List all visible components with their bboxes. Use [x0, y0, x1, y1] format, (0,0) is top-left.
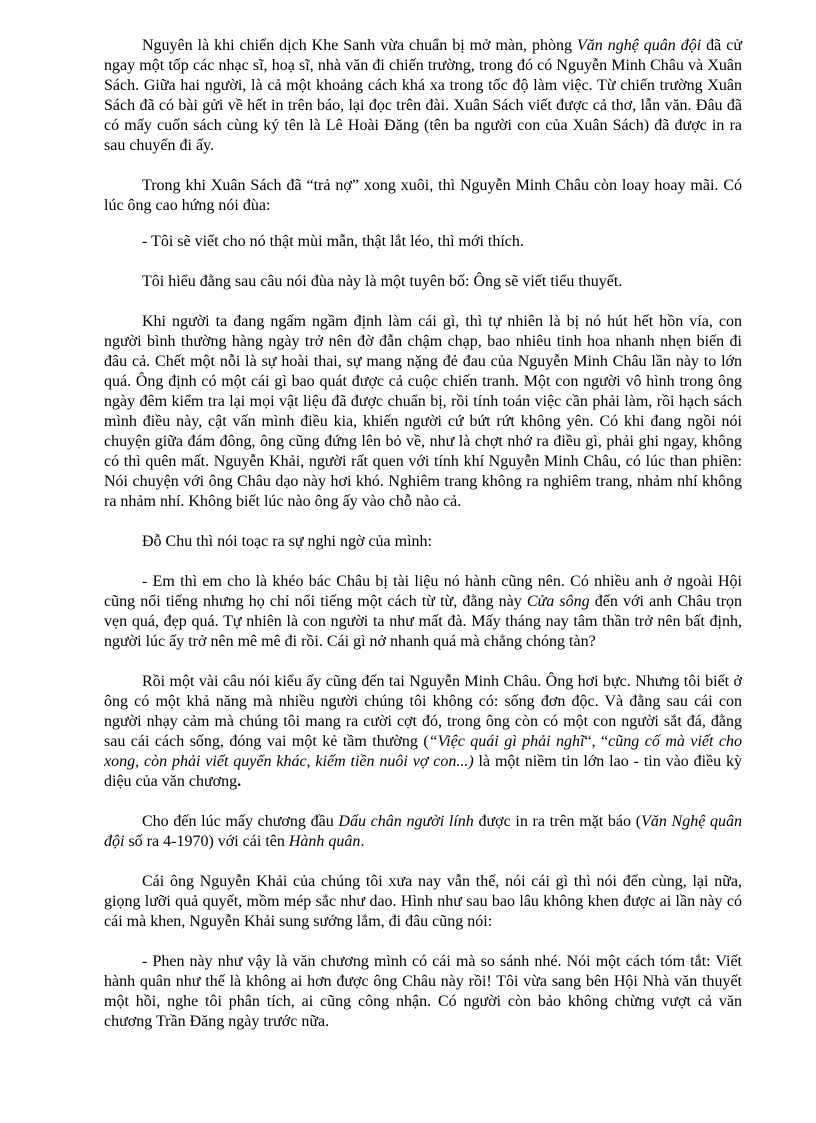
text-segment: là một niềm tin lớn lao - tin vào điều kỳ diệu của văn chương: [104, 753, 743, 790]
text-segment: Cái ông Nguyễn Khải của chúng tôi xưa nay vẫn thế, nói cái gì thì nói đến cùng, lại nữa, giọng lưỡi quả quyết, mồm mép sắc như dao. Hình như sau bao lâu không khen được ai lần này có cái mà khen, Nguyễn Khải sung sướng lắm, đi đâu cũng nói:: [104, 873, 742, 930]
text-segment: “, “: [584, 733, 609, 750]
paragraph-6: [104, 532, 742, 552]
text-segment: Trong khi Xuân Sách đã “trả nợ” xong xuôi, thì Nguyễn Minh Châu còn loay hoay mãi. Có lúc ông cao hứng nói đùa:: [104, 177, 742, 214]
text-segment: Văn nghệ quân đội: [576, 37, 702, 54]
paragraph-7: [104, 572, 742, 652]
text-segment: Cửa sông: [526, 593, 590, 610]
paragraph-11: [104, 952, 742, 1032]
text-segment: Đỗ Chu thì nói toạc ra sự nghi ngờ của mình:: [142, 533, 432, 550]
text-segment: đến với anh Châu trọn vẹn quá, đẹp quá. Tự nhiên là con người ta như mất đà. Mấy tháng nay tâm thần trở nên bất định, người lúc ấy trở nên mê mê đi rồi. Cái gì nở nhanh quá mà chẳng chóng tàn?: [104, 593, 743, 650]
text-segment: Khi người ta đang ngấm ngầm định làm cái gì, thì tự nhiên là bị nó hút hết hồn vía, con người bình thường hàng ngày trở nên đờ đẫn chậm chạp, bao nhiêu tinh hoa nhanh nhẹn biến đi đâu cả. Chết một nỗi là sự hoài thai, sự mang nặng đẻ đau của Nguyễn Minh Châu lần này to lớn quá. Ông định có một cái gì bao quát được cả cuộc chiến tranh. Một con người vô hình trong ông ngày đêm kiểm tra lại mọi vật liệu đã được chuẩn bị, rồi tính toán việc cần phải làm, rồi hạch sách mình điều này, cật vấn mình điều kia, khiến người cứ bứt rứt không yên. Có khi đang ngồi nói chuyện giữa đám đông, ông cũng đứng lên bỏ về, như là chợt nhớ ra điều gì, phải ghi ngay, không có thì quên mất. Nguyễn Khải, người rất quen với tính khí Nguyễn Minh Châu, có lúc than phiền: Nói chuyện với ông Châu dạo này hơi khó. Nghiêm trang không ra nghiêm trang, nhảm nhí không ra nhảm nhí. Không biết lúc nào ông ấy vào chỗ nào cả.: [104, 313, 742, 510]
text-segment: - Phen này như vậy là văn chương mình có cái mà so sánh nhé. Nói một cách tóm tắt: Viết hành quân như thế là không ai hơn được ông Châu này rồi! Tôi vừa sang bên Hội Nhà văn thuyết một hồi, nghe tôi phân tích, ai cũng công nhận. Có người còn bảo không chừng vượt cả văn chương Trần Đăng ngày trước nữa.: [104, 953, 742, 1030]
text-segment: Hành quân: [288, 833, 361, 850]
document-page: [104, 36, 742, 1032]
text-segment: được in ra trên mặt báo (: [473, 813, 642, 830]
paragraph-10: [104, 872, 742, 932]
text-segment: .: [360, 833, 365, 850]
text-segment: Văn Nghệ quân đội: [104, 813, 743, 850]
text-segment: - Tôi sẽ viết cho nó thật mùi mẫn, thật lắt léo, thì mới thích.: [142, 233, 524, 250]
text-segment: Tôi hiểu đằng sau câu nói đùa này là một tuyên bố: Ông sẽ viết tiểu thuyết.: [142, 273, 623, 290]
text-segment: cũng cố mà viết cho xong, còn phải viết quyển khác, kiếm tiền nuôi vợ con...): [104, 733, 743, 770]
text-segment: Cho đến lúc mấy chương đầu: [142, 813, 339, 830]
text-segment: .: [237, 773, 242, 790]
paragraph-5: [104, 312, 742, 512]
text-segment: - Em thì em cho là khéo bác Châu bị tài liệu nó hành cũng nên. Có nhiều anh ở ngoài Hội cũng nổi tiếng nhưng họ chỉ nổi tiếng một cách từ từ, đằng này: [104, 573, 742, 610]
paragraph-4: [104, 272, 742, 292]
paragraph-9: [104, 812, 742, 852]
paragraph-8: [104, 672, 742, 792]
paragraph-3: [104, 232, 742, 252]
text-segment: “Việc quái gì phải nghĩ: [428, 733, 585, 750]
text-segment: Dấu chân người lính: [338, 813, 474, 830]
paragraph-2: [104, 176, 742, 216]
paragraph-1: [104, 36, 742, 156]
text-segment: số ra 4-1970) với cái tên: [124, 833, 289, 850]
text-segment: đã cử ngay một tốp các nhạc sĩ, hoạ sĩ, nhà văn đi chiến trường, trong đó có Nguyễn Minh Châu và Xuân Sách. Giữa hai người, là cả một khoảng cách khá xa trong tốc độ làm việc. Từ chiến trường Xuân Sách đã có bài gửi về hết in trên báo, lại đọc trên đài. Xuân Sách viết được cả thơ, lẫn văn. Đâu đã có mấy cuốn sách cùng ký tên là Lê Hoài Đăng (tên ba người con của Xuân Sách) đã được in ra sau chuyến đi ấy.: [104, 37, 743, 154]
text-segment: Nguyên là khi chiến dịch Khe Sanh vừa chuẩn bị mở màn, phòng: [142, 37, 577, 54]
text-segment: Rồi một vài câu nói kiểu ấy cũng đến tai Nguyễn Minh Châu. Ông hơi bực. Nhưng tôi biết ở ông có một khả năng mà nhiều người chúng tôi không có: sống đơn độc. Và đằng sau cái con người nhạy cảm mà chúng tôi mang ra cười cợt đó, trong ông còn có một con người sắt đá, đằng sau cái cách sống, đóng vai một kẻ tầm thường (: [104, 673, 742, 750]
